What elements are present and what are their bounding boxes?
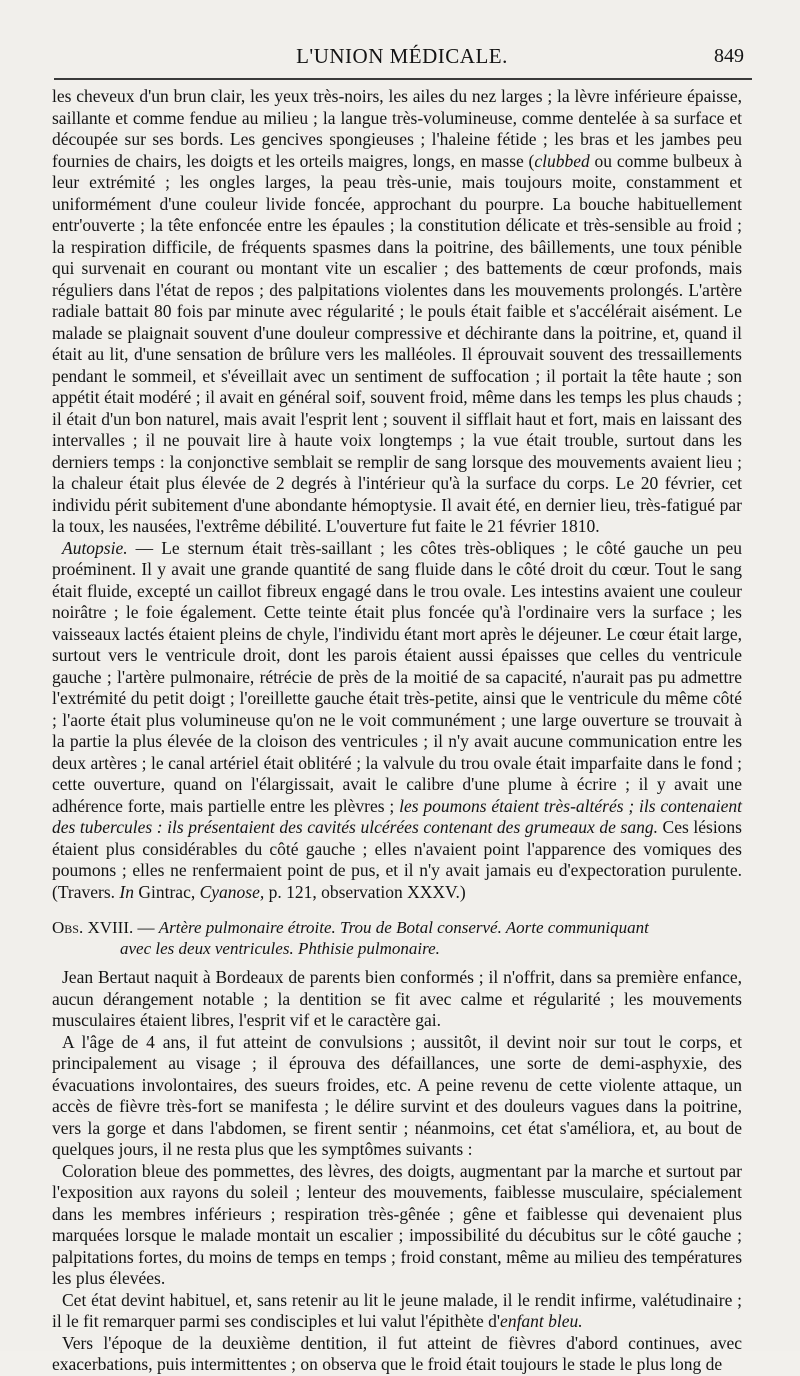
paragraph-text: Cet état devint habituel, et, sans retenir au lit le jeune malade, il le rendit infirme, valétudinaire ; il le fit remarquer parmi ses condisciples et lui valut l'épithète d' bbox=[52, 1289, 742, 1331]
paragraph-symptoms: Coloration bleue des pommettes, des lèvres, des doigts, augmentant par la marche et surtout par l'exposition aux rayons du soleil ; lenteur des mouvements, faiblesse musculaire, spécialement dans les membres inférieurs ; respiration très-gênée ; gêne et faiblesse qui devenaient plus marquées lorsque le malade montait un escalier ; impossibilité du décubitus sur le côté gauche ; palpitations fortes, du moins de temps en temps ; froid constant, même au milieu des températures les plus élevées. bbox=[52, 1160, 742, 1288]
running-header bbox=[52, 44, 752, 72]
journal-title: L'UNION MÉDICALE. bbox=[296, 44, 508, 68]
paragraph-birth: Jean Bertaut naquit à Bordeaux de parents bien conformés ; il n'offrit, dans sa première enfance, aucun dérangement notable ; la dentition se fit avec calme et régularité ; les mouvements musculaires étaient libres, l'esprit vif et le caractère gai. bbox=[52, 967, 742, 1030]
paragraph-text: — Le sternum était très-saillant ; les côtes très-obliques ; le côté gauche un peu proéminent. Il y avait une grande quantité de sang fluide dans le côté droit du cœur. Tout le sang était fluide, excepté un caillot fibreux engagé dans le trou ovale. Les intestins avaient une couleur noirâtre ; le foie également. Cette teinte était plus foncée qu'à l'ordinaire vers la surface ; les vaisseaux lactés étaient pleins de chyle, l'individu étant mort après le déjeuner. Le cœur était large, surtout vers le ventricule droit, dont les parois étaient aussi épaisses que celles du ventricule gauche ; l'artère pulmonaire, rétrécie de près de la moitié de sa capacité, n'aurait pas pu admettre l'extrémité du petit doigt ; l'oreillette gauche était très-petite, ainsi que le ventricule du même côté ; l'aorte était plus volumineuse qu'on ne le voit communément ; une large ouverture se trouvait à la partie la plus élevée de la cloison des ventricules ; il n'y avait aucune communication entre les deux artères ; le canal artériel était oblitéré ; la valvule du trou ovale était imparfaite dans le fond ; cette ouverture, quand on l'élargissait, avait le calibre d'une plume à écrire ; il y avait une adhérence forte, mais partielle entre les plèvres ; bbox=[52, 537, 742, 816]
paragraph-convulsions: A l'âge de 4 ans, il fut atteint de convulsions ; aussitôt, il devint noir sur tout le corps, et principalement au visage ; il éprouva des défaillances, une sorte de demi-asphyxie, des évacuations involontaires, des sueurs froides, etc. A peine revenu de cette violente attaque, un accès de fièvre très-fort se manifesta ; le délire survint et des douleurs vagues dans la poitrine, vers la gorge et dans l'abdomen, se firent sentir ; néanmoins, cet état s'améliora, et, au bout de quelques jours, il ne resta plus que les symptômes suivants : bbox=[52, 1031, 742, 1159]
paragraph-text: Ces lésions étaient plus considérables du côté gauche ; elles n'avaient point l'apparence des vomiques des poumons ; elles ne renfermaient point de pus, et il n'y avait jamais eu d'expectoration purulente. (Travers. bbox=[52, 817, 742, 902]
paragraph-text: ou comme bulbeux à leur extrémité ; les ongles larges, la peau très-unie, mais toujours moite, constamment et uniformément d'une couleur livide foncée, approchant du pourpre. La bouche habituellement entr'ouverte ; la tête enfoncée entre les épaules ; la constitution délicate et très-sensible au froid ; la respiration difficile, de fréquents spasmes dans la poitrine, des bâillements, une toux pénible qui survenait en courant ou montant vite un escalier ; des battements de cœur profonds, mais réguliers dans l'état de repos ; des palpitations violentes dans les mouvements prolongés. L'artère radiale battait 80 fois par minute avec régularité ; le pouls était faible et s'accélérait aisément. Le malade se plaignait souvent d'une douleur compressive et déchirante dans la poitrine, et, quand il était au lit, d'une sensation de brûlure vers les malléoles. Il éprouvait souvent des tressaillements pendant le sommeil, et s'éveillait avec un sentiment de suffocation ; il portait la tête haute ; son appétit était modéré ; il avait en général soif, souvent froid, même dans les temps les plus chauds ; il était d'un bon naturel, mais avait l'esprit lent ; souvent il sifflait haut et fort, mais en laissant des intervalles ; il ne pouvait lire à haute voix longtemps ; la vue était trouble, surtout dans les derniers temps : la conjonctive semblait se remplir de sang lorsque des mouvements avaient lieu ; la chaleur était plus élevée de 2 degrés à l'intérieur qu'à la surface du corps. Le 20 février, cet individu périt subitement d'une abondante hémoptysie. Il avait été, en dernier lieu, très-fatigué par la toux, les nausées, l'extrême débilité. L'ouverture fut faite le 21 février 1810. bbox=[52, 150, 742, 536]
italic-passage: les poumons étaient très-altérés ; ils contenaient des tubercules : ils présentaient des cavités ulcérées contenant des grumeaux de sang. bbox=[52, 795, 743, 837]
paragraph-text: Gintrac, bbox=[133, 881, 200, 902]
autopsie-label: Autopsie. bbox=[62, 537, 128, 558]
header-rule bbox=[54, 78, 752, 80]
observation-heading bbox=[52, 917, 742, 959]
article-body bbox=[52, 86, 742, 1376]
heading-dash: — bbox=[133, 918, 159, 937]
citation-text: p. 121, observation XXXV.) bbox=[264, 881, 466, 902]
paragraph-autopsie bbox=[52, 538, 742, 904]
observation-title-line1: Artère pulmonaire étroite. Trou de Botal conservé. Aorte communiquant bbox=[158, 918, 649, 937]
italic-term: enfant bleu. bbox=[500, 1311, 583, 1331]
paragraph-description bbox=[52, 86, 742, 538]
paragraph-habitual bbox=[52, 1290, 742, 1333]
page-number: 849 bbox=[714, 45, 744, 67]
paragraph-dentition: Vers l'époque de la deuxième dentition, il fut atteint de fièvres d'abord continues, avec exacerbations, puis intermittentes ; on observa que le froid était toujours le stade le plus long de bbox=[52, 1332, 742, 1374]
italic-term: Cyanose, bbox=[199, 881, 265, 902]
observation-label: Obs. XVIII. bbox=[52, 918, 134, 937]
italic-term: In bbox=[119, 881, 134, 902]
paragraph-text: les cheveux d'un brun clair, les yeux très-noirs, les ailes du nez larges ; la lèvre inférieure épaisse, saillante et comme fendue au milieu ; la langue très-volumineuse, comme dentelée à sa surface et découpée sur ses bords. Les gencives spongieuses ; l'haleine fétide ; les bras et les jambes peu fournies de chairs, les doigts et les orteils maigres, longs, en masse ( bbox=[52, 86, 742, 171]
italic-term: clubbed bbox=[534, 150, 590, 171]
observation-title-line2: avec les deux ventricules. Phthisie pulmonaire. bbox=[120, 939, 440, 958]
